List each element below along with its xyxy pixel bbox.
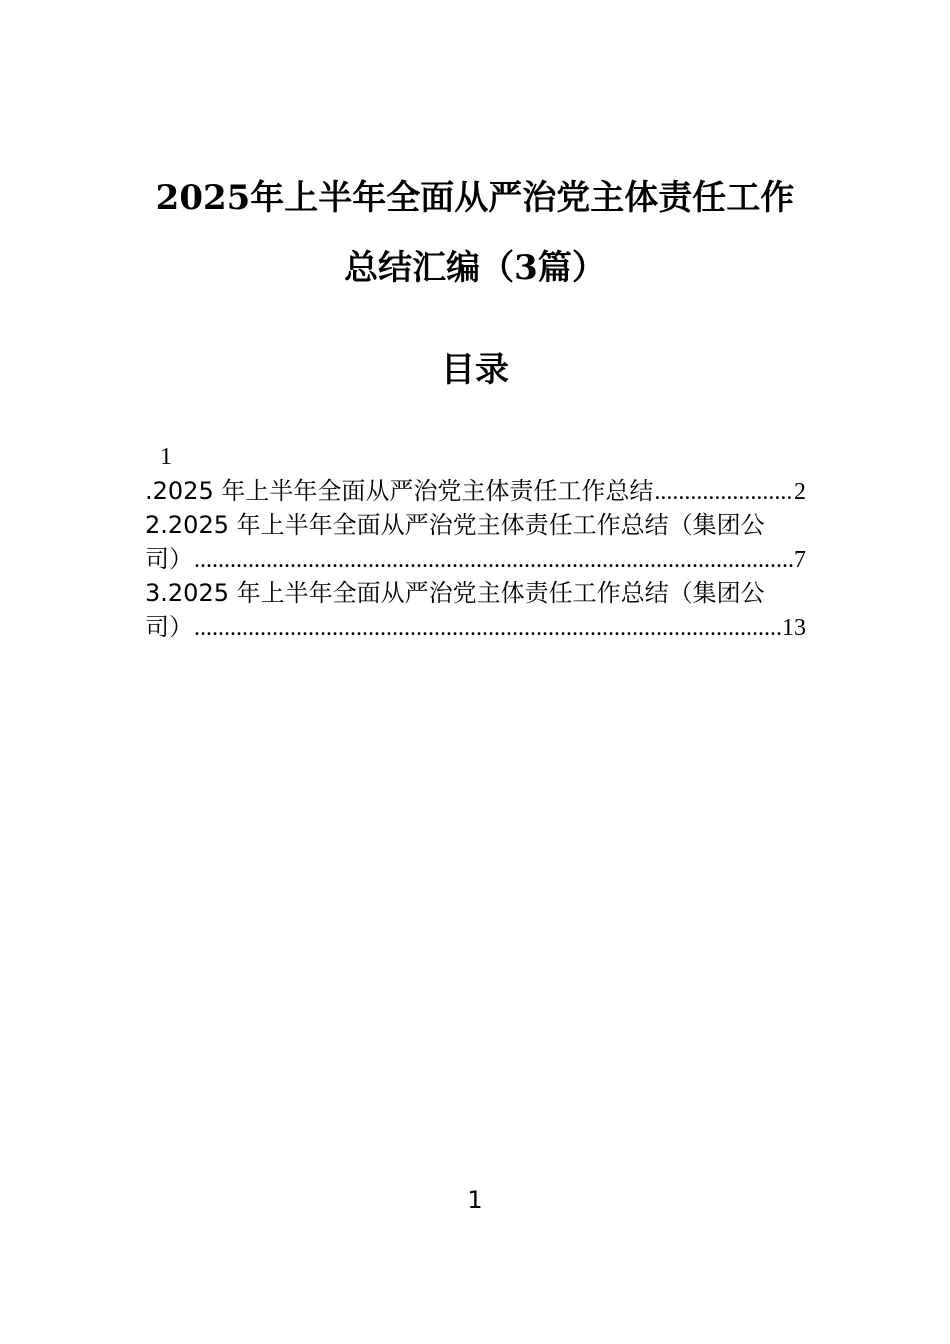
toc-item-3-text: 司） [145,613,193,641]
toc-item-1-leader [654,475,793,509]
toc-item-3-page: 13 [782,615,806,641]
toc-item-2[interactable] [145,542,806,576]
toc-item-1-text: .2025 年上半年全面从严治党主体责任工作总结 [145,477,654,505]
toc-item-3[interactable] [145,610,806,644]
toc-item-3-leader [194,611,781,645]
toc-heading: 目录 [441,350,509,390]
toc-item-1[interactable] [145,474,806,508]
toc-item-2-line-1[interactable]: 2.2025 年上半年全面从严治党主体责任工作总结（集团公 [145,511,765,539]
toc-item-1-page: 2 [794,479,806,505]
toc-item-2-text: 司） [145,545,193,573]
toc-item-3-line-1[interactable]: 3.2025 年上半年全面从严治党主体责任工作总结（集团公 [145,579,765,607]
toc-item-2-page: 7 [794,547,806,573]
document-title-line-1: 2025年上半年全面从严治党主体责任工作 [155,178,795,218]
page-number: 1 [467,1186,483,1214]
document-title-line-2: 总结汇编（3篇） [344,248,606,288]
toc-item-2-leader [194,543,793,577]
toc-item-1-number: 1 [160,444,172,470]
table-of-contents [145,440,806,644]
